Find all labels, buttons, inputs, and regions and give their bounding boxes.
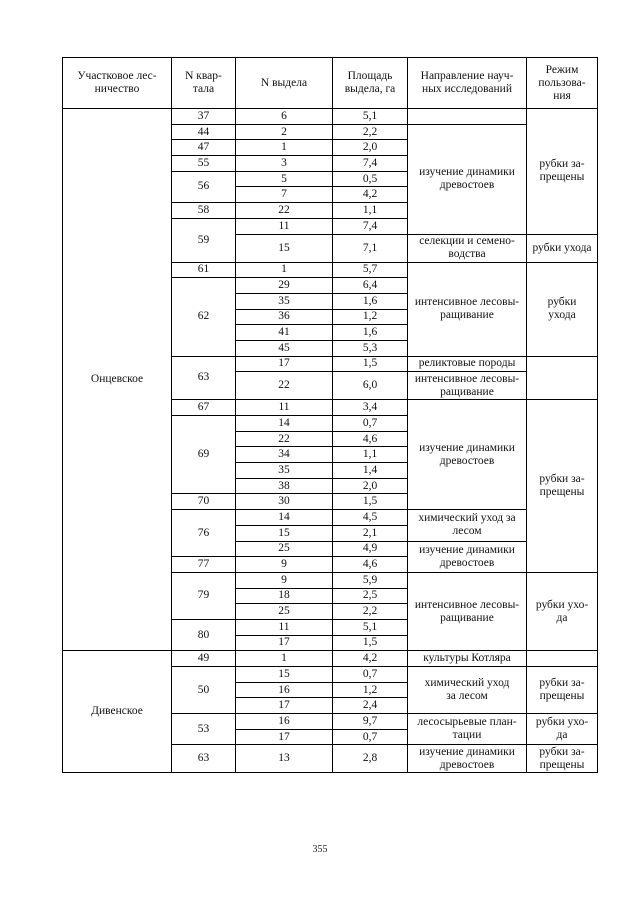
- allotment-cell: 1: [236, 651, 333, 667]
- quarter-cell: 58: [172, 203, 236, 219]
- forestry-cell: Онцевское: [63, 109, 172, 651]
- area-cell: 0,5: [333, 171, 408, 187]
- header-regime: Режим пользова- ния: [527, 58, 598, 109]
- area-cell: 7,4: [333, 156, 408, 172]
- allotment-cell: 9: [236, 557, 333, 573]
- page-number: 355: [312, 844, 328, 855]
- allotment-cell: 1: [236, 262, 333, 278]
- regime-cell: рубки ухода: [527, 262, 598, 356]
- direction-cell: селекции и семено- водства: [408, 234, 527, 262]
- allotment-cell: 41: [236, 325, 333, 341]
- allotment-cell: 2: [236, 124, 333, 140]
- quarter-cell: 69: [172, 416, 236, 494]
- header-row: [63, 58, 598, 109]
- direction-cell: лесосырьевые план- тации: [408, 714, 527, 745]
- allotment-cell: 14: [236, 510, 333, 526]
- area-cell: 5,7: [333, 262, 408, 278]
- regime-cell: [527, 651, 598, 667]
- allotment-cell: 3: [236, 156, 333, 172]
- area-cell: 5,3: [333, 340, 408, 356]
- allotment-cell: 38: [236, 478, 333, 494]
- quarter-cell: 63: [172, 356, 236, 400]
- quarter-cell: 59: [172, 218, 236, 262]
- allotment-cell: 13: [236, 745, 333, 773]
- allotment-cell: 22: [236, 431, 333, 447]
- area-cell: 1,6: [333, 293, 408, 309]
- allotment-cell: 15: [236, 525, 333, 541]
- header-allotment: N выдела: [236, 58, 333, 109]
- area-cell: 2,2: [333, 604, 408, 620]
- regime-cell: рубки за- прещены: [527, 400, 598, 573]
- allotment-cell: 30: [236, 494, 333, 510]
- quarter-cell: 67: [172, 400, 236, 416]
- allotment-cell: 22: [236, 203, 333, 219]
- allotment-cell: 17: [236, 729, 333, 745]
- area-cell: 1,5: [333, 635, 408, 651]
- area-cell: 2,1: [333, 525, 408, 541]
- allotment-cell: 5: [236, 171, 333, 187]
- allotment-cell: 22: [236, 372, 333, 400]
- allotment-cell: 11: [236, 218, 333, 234]
- direction-cell: химический уход за лесом: [408, 510, 527, 541]
- direction-cell: изучение динамики древостоев: [408, 124, 527, 234]
- area-cell: 7,4: [333, 218, 408, 234]
- direction-cell: интенсивное лесовы- ращивание: [408, 262, 527, 356]
- direction-cell: культуры Котляра: [408, 651, 527, 667]
- area-cell: 4,6: [333, 557, 408, 573]
- regime-cell: [527, 356, 598, 400]
- allotment-cell: 6: [236, 109, 333, 125]
- allotment-cell: 1: [236, 140, 333, 156]
- regime-cell: рубки ухо- да: [527, 714, 598, 745]
- area-cell: 4,2: [333, 187, 408, 203]
- area-cell: 2,0: [333, 140, 408, 156]
- regime-cell: рубки за- прещены: [527, 667, 598, 714]
- allotment-cell: 34: [236, 447, 333, 463]
- allotment-cell: 45: [236, 340, 333, 356]
- allotment-cell: 29: [236, 278, 333, 294]
- quarter-cell: 44: [172, 124, 236, 140]
- direction-cell: изучение динамики древостоев: [408, 745, 527, 773]
- direction-cell: реликтовые породы: [408, 356, 527, 372]
- area-cell: 1,6: [333, 325, 408, 341]
- quarter-cell: 70: [172, 494, 236, 510]
- allotment-cell: 25: [236, 541, 333, 557]
- quarter-cell: 63: [172, 745, 236, 773]
- allotment-cell: 11: [236, 400, 333, 416]
- area-cell: 1,1: [333, 447, 408, 463]
- header-area: Площадь выдела, га: [333, 58, 408, 109]
- header-forestry: Участковое лес- ничество: [63, 58, 172, 109]
- table-row: [63, 109, 598, 125]
- area-cell: 5,1: [333, 619, 408, 635]
- allotment-cell: 17: [236, 356, 333, 372]
- area-cell: 0,7: [333, 416, 408, 432]
- table-row: [63, 651, 598, 667]
- direction-cell: химический уход за лесом: [408, 667, 527, 714]
- area-cell: 1,5: [333, 494, 408, 510]
- allotment-cell: 36: [236, 309, 333, 325]
- allotment-cell: 17: [236, 698, 333, 714]
- quarter-cell: 61: [172, 262, 236, 278]
- area-cell: 1,5: [333, 356, 408, 372]
- area-cell: 2,5: [333, 588, 408, 604]
- area-cell: 0,7: [333, 729, 408, 745]
- quarter-cell: 56: [172, 171, 236, 202]
- quarter-cell: 77: [172, 557, 236, 573]
- area-cell: 6,4: [333, 278, 408, 294]
- allotment-cell: 25: [236, 604, 333, 620]
- regime-cell: рубки ухода: [527, 234, 598, 262]
- area-cell: 0,7: [333, 667, 408, 683]
- direction-cell: интенсивное лесовы- ращивание: [408, 372, 527, 400]
- quarter-cell: 80: [172, 619, 236, 650]
- quarter-cell: 47: [172, 140, 236, 156]
- area-cell: 2,8: [333, 745, 408, 773]
- area-cell: 4,5: [333, 510, 408, 526]
- area-cell: 2,2: [333, 124, 408, 140]
- area-cell: 4,9: [333, 541, 408, 557]
- allotment-cell: 35: [236, 293, 333, 309]
- allotment-cell: 16: [236, 714, 333, 730]
- allotment-cell: 16: [236, 682, 333, 698]
- regime-cell: рубки за- прещены: [527, 745, 598, 773]
- area-cell: 3,4: [333, 400, 408, 416]
- quarter-cell: 50: [172, 667, 236, 714]
- allotment-cell: 9: [236, 572, 333, 588]
- quarter-cell: 76: [172, 510, 236, 557]
- regime-cell: рубки ухо- да: [527, 572, 598, 650]
- allotment-cell: 14: [236, 416, 333, 432]
- area-cell: 6,0: [333, 372, 408, 400]
- quarter-cell: 62: [172, 278, 236, 356]
- header-quarter: N квар- тала: [172, 58, 236, 109]
- quarter-cell: 53: [172, 714, 236, 745]
- area-cell: 5,1: [333, 109, 408, 125]
- regime-cell: рубки за- прещены: [527, 109, 598, 235]
- allotment-cell: 17: [236, 635, 333, 651]
- quarter-cell: 49: [172, 651, 236, 667]
- forest-plots-table: [62, 57, 598, 773]
- area-cell: 1,1: [333, 203, 408, 219]
- area-cell: 1,2: [333, 682, 408, 698]
- area-cell: 4,6: [333, 431, 408, 447]
- area-cell: 4,2: [333, 651, 408, 667]
- direction-cell: [408, 109, 527, 125]
- area-cell: 5,9: [333, 572, 408, 588]
- allotment-cell: 7: [236, 187, 333, 203]
- direction-cell: изучение динамики древостоев: [408, 400, 527, 510]
- area-cell: 2,0: [333, 478, 408, 494]
- direction-cell: интенсивное лесовы- ращивание: [408, 572, 527, 650]
- allotment-cell: 35: [236, 463, 333, 479]
- allotment-cell: 18: [236, 588, 333, 604]
- direction-cell: изучение динамики древостоев: [408, 541, 527, 572]
- header-direction: Направление науч- ных исследований: [408, 58, 527, 109]
- allotment-cell: 15: [236, 234, 333, 262]
- area-cell: 1,4: [333, 463, 408, 479]
- forestry-cell: Дивенское: [63, 651, 172, 773]
- area-cell: 9,7: [333, 714, 408, 730]
- quarter-cell: 79: [172, 572, 236, 619]
- area-cell: 1,2: [333, 309, 408, 325]
- quarter-cell: 55: [172, 156, 236, 172]
- allotment-cell: 11: [236, 619, 333, 635]
- area-cell: 2,4: [333, 698, 408, 714]
- area-cell: 7,1: [333, 234, 408, 262]
- quarter-cell: 37: [172, 109, 236, 125]
- allotment-cell: 15: [236, 667, 333, 683]
